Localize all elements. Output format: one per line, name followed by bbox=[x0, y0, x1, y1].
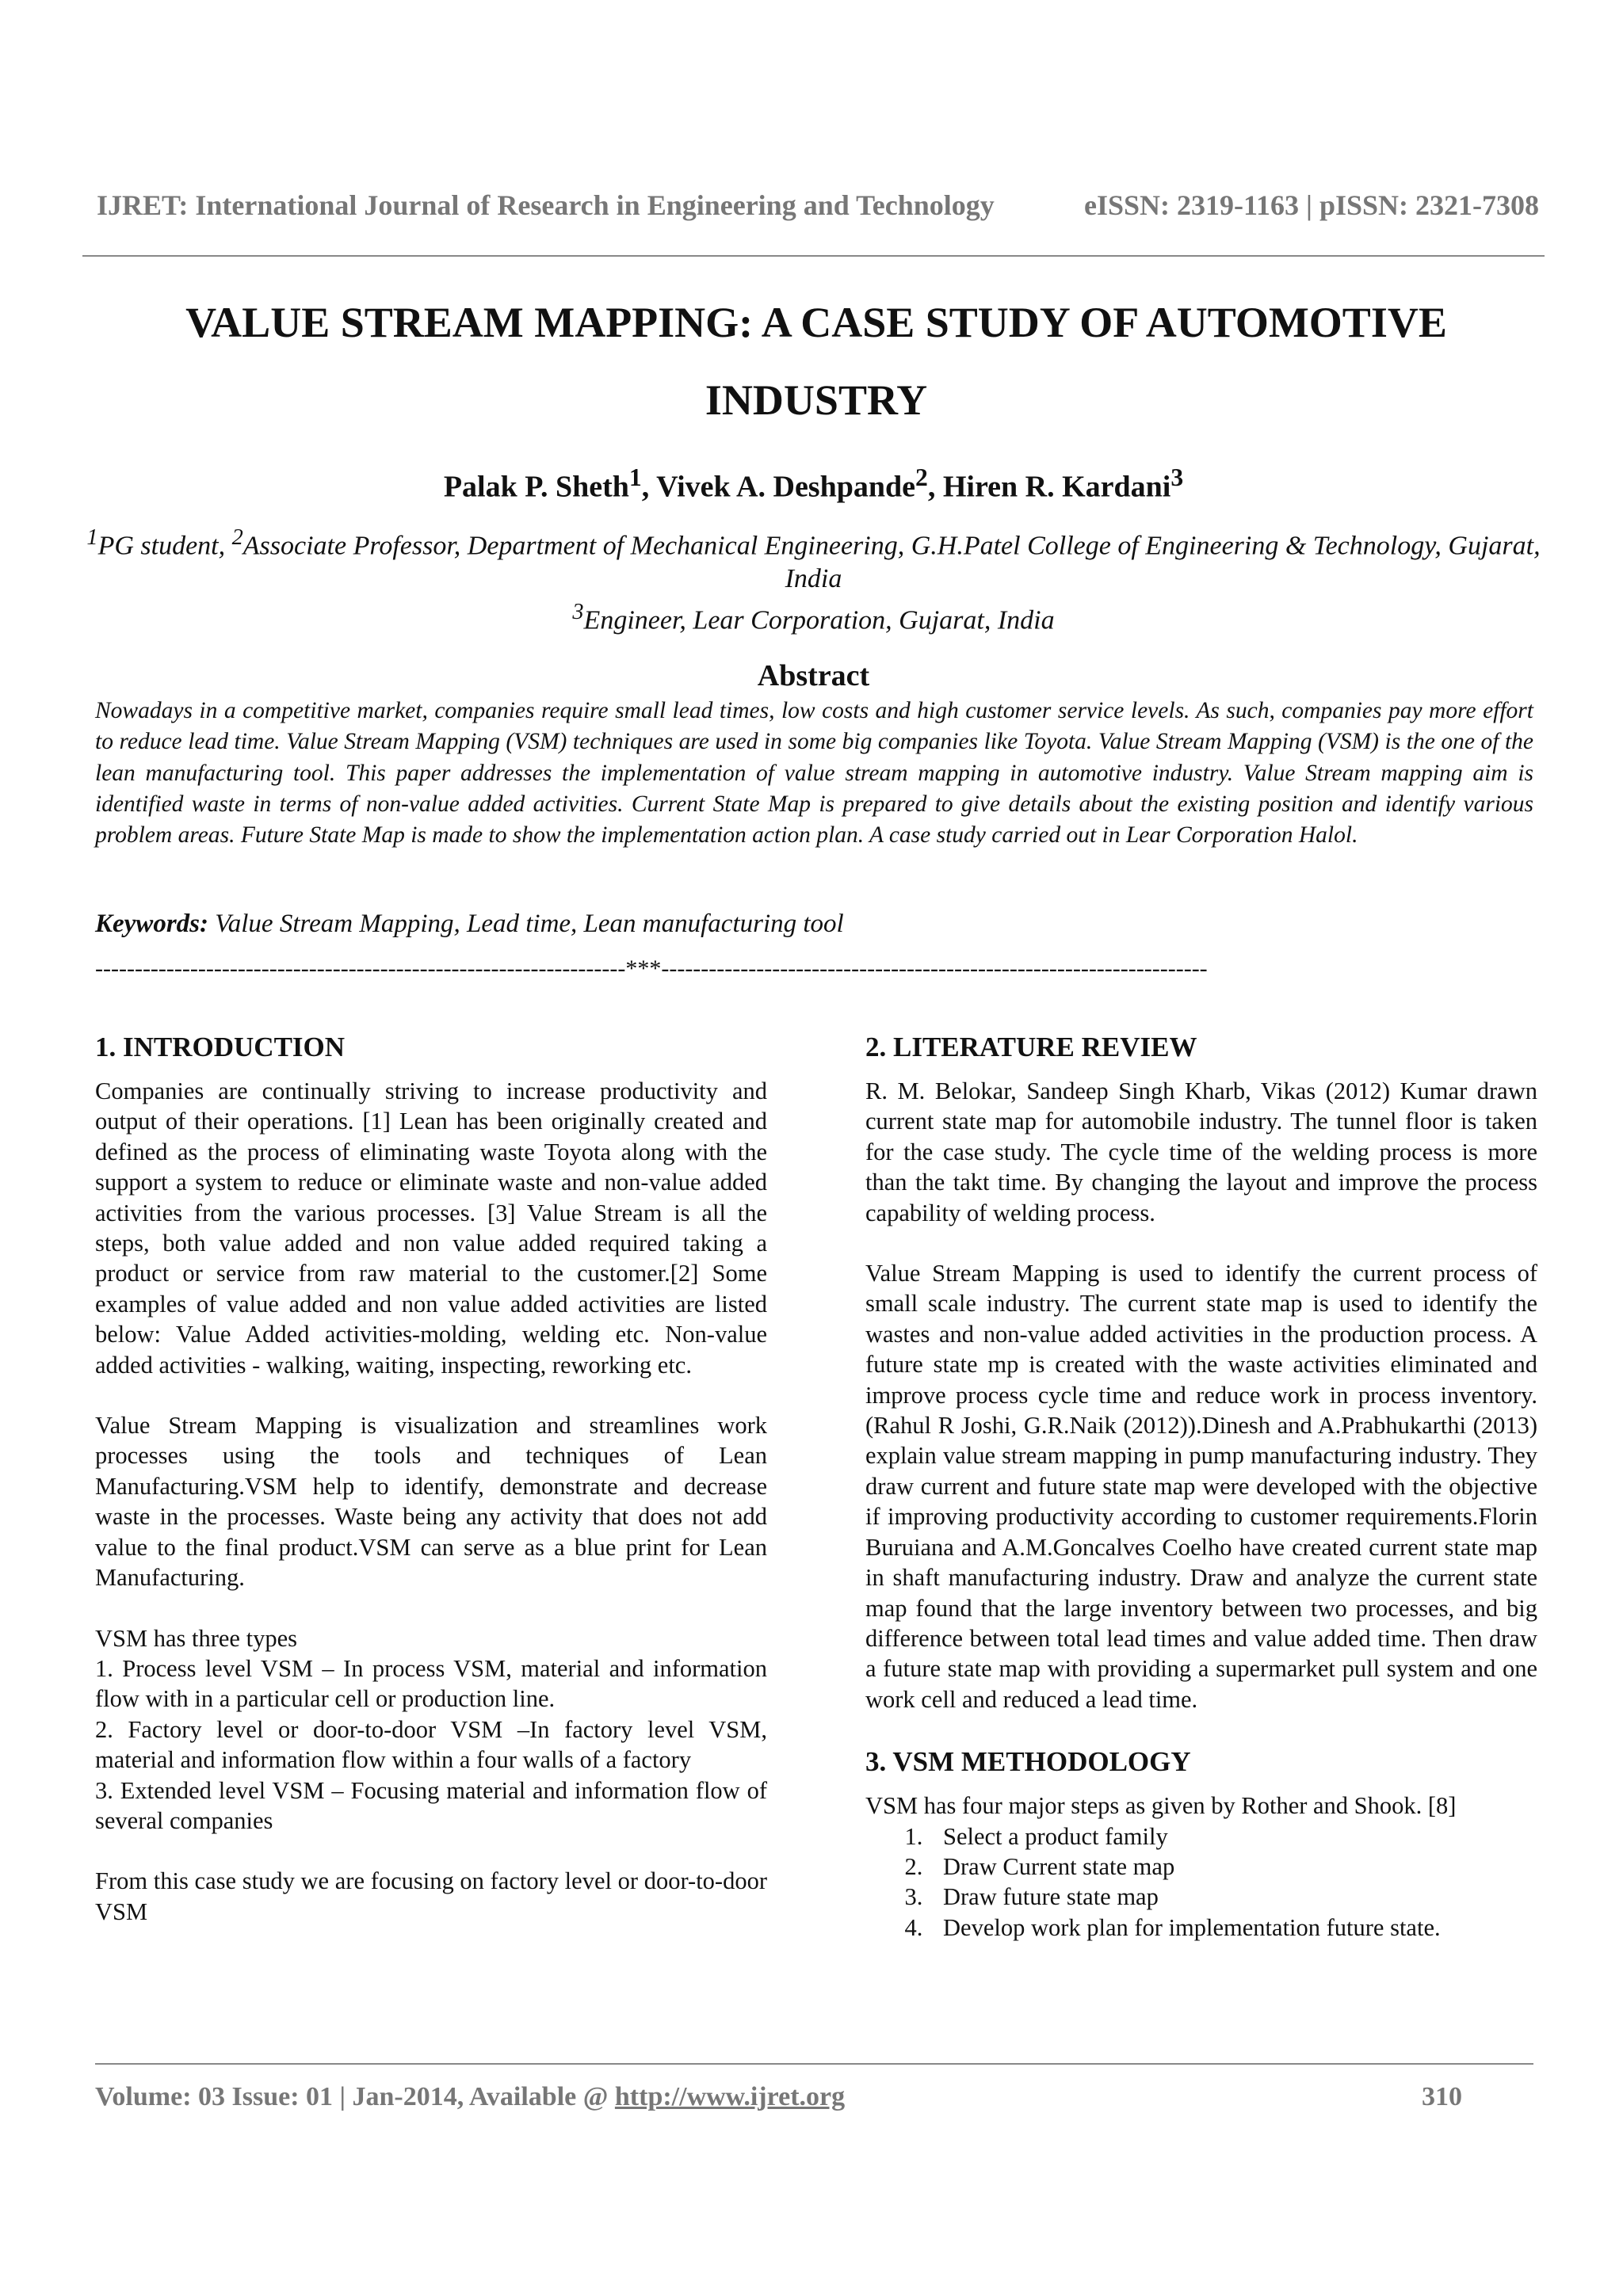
author-name: Palak P. Sheth bbox=[443, 470, 629, 504]
paragraph: VSM has four major steps as given by Rother and Shook. [8] bbox=[865, 1792, 1457, 1820]
keywords bbox=[95, 910, 1533, 939]
paragraph: Value Stream Mapping is visualization and streamlines work processes using the tools and techniques of Lean Manufacturing.VSM help to identify, demonstrate and decrease waste in the processes. Waste being any activity that does not add value to the final product.VSM can serve as a blue print for Lean Manufacturing. bbox=[95, 1412, 767, 1592]
list-item: 2. Factory level or door-to-door VSM –In factory level VSM, material and information flow within a four walls of a factory bbox=[95, 1715, 767, 1774]
abstract-body: Nowadays in a competitive market, companies require small lead times, low costs and high customer service levels. As such, companies pay more effort to reduce lead time. Value Stream Mapping (VSM) techniques are used in some big companies like Toyota. Value Stream Mapping (VSM) is the one of the lean manufacturing tool. This paper addresses the implementation of value stream mapping in automotive industry. Value Stream mapping aim is identified waste in terms of non-value added activities. Current State Map is prepared to give details about the existing position and identify various problem areas. Future State Map is made to show the implementation action plan. A case study carried out in Lear Corporation Halol. bbox=[95, 698, 1533, 849]
abstract-heading: Abstract bbox=[757, 659, 870, 692]
affiliation-line: $^3$Engineer, Lear Corporation, Gujarat, India bbox=[572, 600, 1055, 635]
affiliations bbox=[82, 521, 1545, 638]
author-sup: 3 bbox=[1170, 463, 1184, 491]
keywords-text: Value Stream Mapping, Lead time, Lean manufacturing tool bbox=[208, 910, 844, 938]
list-item: 3. Draw future state map bbox=[929, 1882, 1537, 1912]
running-footer bbox=[95, 2082, 1462, 2112]
author-name: Vivek A. Deshpande bbox=[656, 470, 915, 504]
list-item: 4. Develop work plan for implementation future state. bbox=[929, 1913, 1537, 1943]
section-heading-literature-review: 2. LITERATURE REVIEW bbox=[865, 1032, 1197, 1062]
list-item: 1. Process level VSM – In process VSM, material and information flow with in a particular cell or production line. bbox=[95, 1654, 767, 1713]
paragraph: Companies are continually striving to increase productivity and output of their operations. [1] Lean has been originally created and defined as the process of eliminating waste Toyota along with the support a system to reduce or eliminate waste and non-value added activities from the various processes. [3] Value Stream is all the steps, both value added and non value added required taking a product or service from raw material to the customer.[2] Some examples of value added and non value added activities are listed below: Value Added activities-molding, welding etc. Non-value added activities - walking, waiting, inspecting, reworking etc. bbox=[95, 1077, 767, 1379]
left-column bbox=[95, 1030, 767, 1927]
list-item: 2. Draw Current state map bbox=[929, 1852, 1537, 1882]
section-separator: -------------------------------------------------------------------***--------------------------------------------------------------------- bbox=[95, 955, 1208, 982]
affiliation-line: $^1$PG student, $^2$Associate Professor, Department of Mechanical Engineering, G.H.Patel College of Engineering & Technology, Gujarat, India bbox=[86, 525, 1541, 594]
journal-link[interactable]: http://www.ijret.org bbox=[614, 2082, 846, 2111]
footer-divider bbox=[95, 2063, 1533, 2065]
right-column bbox=[865, 1030, 1537, 1943]
paragraph: R. M. Belokar, Sandeep Singh Kharb, Vikas (2012) Kumar drawn current state map for automobile industry. The tunnel floor is taken for the case study. The cycle time of the welding process is more than the takt time. By changing the layout and improve the process capability of welding process. bbox=[865, 1077, 1537, 1226]
paragraph: From this case study we are focusing on factory level or door-to-door VSM bbox=[95, 1867, 767, 1925]
author-name: Hiren R. Kardani bbox=[942, 470, 1171, 504]
section-heading-introduction: 1. INTRODUCTION bbox=[95, 1032, 346, 1062]
journal-name: IJRET: International Journal of Research in Engineering and Technology bbox=[97, 189, 995, 221]
author-list: Palak P. Sheth$^1$, Vivek A. Deshpande$^2$, Hiren R. Kardani$^3$ bbox=[443, 463, 1184, 504]
section-heading-methodology: 3. VSM METHODOLOGY bbox=[865, 1746, 1191, 1778]
author-sup: 2 bbox=[915, 463, 928, 491]
header-divider bbox=[82, 255, 1545, 257]
author-sup: 1 bbox=[628, 463, 642, 491]
vsm-types-list bbox=[95, 1653, 767, 1836]
page-number: 310 bbox=[1422, 2082, 1462, 2111]
paragraph: Value Stream Mapping is used to identify the current process of small scale industry. The current state map is used to identify the wastes and non-value added activities in the production process. A future state mp is created with the waste activities eliminated and improve process cycle time and reduce work in process inventory. (Rahul R Joshi, G.R.Naik (2012)).Dinesh and A.Prabhukarthi (2013) explain value stream mapping in pump manufacturing industry. They draw current and future state map were developed with the objective if improving productivity according to customer requirements.Florin Buruiana and A.M.Goncalves Coelho have created current state map in shaft manufacturing industry. Draw and analyze the current state map found that the large inventory between two processes, and big difference between total lead times and value added time. Then draw a future state map with providing a supermarket pull system and one work cell and reduced a lead time. bbox=[865, 1260, 1537, 1713]
footer-volume-info: Volume: 03 Issue: 01 | Jan-2014, Available @ http://www.ijret.org bbox=[95, 2082, 846, 2111]
running-header bbox=[97, 189, 1539, 222]
keywords-label: Keywords: bbox=[95, 910, 208, 938]
list-item: 1. Select a product family bbox=[929, 1821, 1537, 1852]
methodology-steps bbox=[865, 1821, 1537, 1943]
list-heading: VSM has three types bbox=[95, 1624, 297, 1652]
issn-info: eISSN: 2319-1163 | pISSN: 2321-7308 bbox=[1084, 189, 1539, 221]
list-item: 3. Extended level VSM – Focusing material and information flow of several companies bbox=[95, 1776, 767, 1834]
paper-title: VALUE STREAM MAPPING: A CASE STUDY OF AUTOMOTIVE INDUSTRY bbox=[185, 299, 1447, 424]
